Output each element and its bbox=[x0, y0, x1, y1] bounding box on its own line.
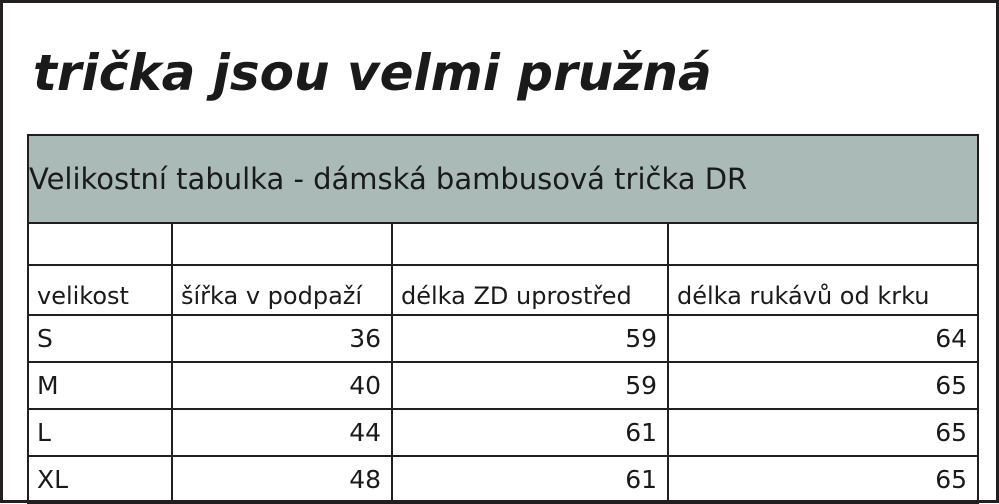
cell-sleeve: 65 bbox=[668, 362, 978, 409]
table-row bbox=[28, 362, 978, 409]
table-title: Velikostní tabulka - dámská bambusová trička DR bbox=[28, 135, 978, 223]
spacer-cell-2 bbox=[172, 223, 392, 265]
table-title-row bbox=[28, 135, 978, 223]
headline: trička jsou velmi pružná bbox=[33, 44, 712, 102]
table-spacer-row bbox=[28, 223, 978, 265]
cell-width: 36 bbox=[172, 315, 392, 362]
column-header-size: velikost bbox=[28, 265, 172, 315]
cell-size: M bbox=[28, 362, 172, 409]
spacer-cell-3 bbox=[392, 223, 668, 265]
column-header-sleeve: délka rukávů od krku bbox=[668, 265, 978, 315]
table-header-row bbox=[28, 265, 978, 315]
column-header-length: délka ZD uprostřed bbox=[392, 265, 668, 315]
cell-size: S bbox=[28, 315, 172, 362]
table-row bbox=[28, 456, 978, 503]
spacer-cell-4 bbox=[668, 223, 978, 265]
cell-sleeve: 65 bbox=[668, 409, 978, 456]
cell-width: 40 bbox=[172, 362, 392, 409]
cell-length: 59 bbox=[392, 315, 668, 362]
column-header-width: šířka v podpaží bbox=[172, 265, 392, 315]
cell-sleeve: 64 bbox=[668, 315, 978, 362]
cell-width: 48 bbox=[172, 456, 392, 503]
spacer-cell-1 bbox=[28, 223, 172, 265]
cell-length: 61 bbox=[392, 409, 668, 456]
size-table bbox=[27, 134, 979, 504]
cell-width: 44 bbox=[172, 409, 392, 456]
cell-length: 61 bbox=[392, 456, 668, 503]
cell-length: 59 bbox=[392, 362, 668, 409]
table-row bbox=[28, 315, 978, 362]
cell-sleeve: 65 bbox=[668, 456, 978, 503]
cell-size: XL bbox=[28, 456, 172, 503]
table-row bbox=[28, 409, 978, 456]
cell-size: L bbox=[28, 409, 172, 456]
